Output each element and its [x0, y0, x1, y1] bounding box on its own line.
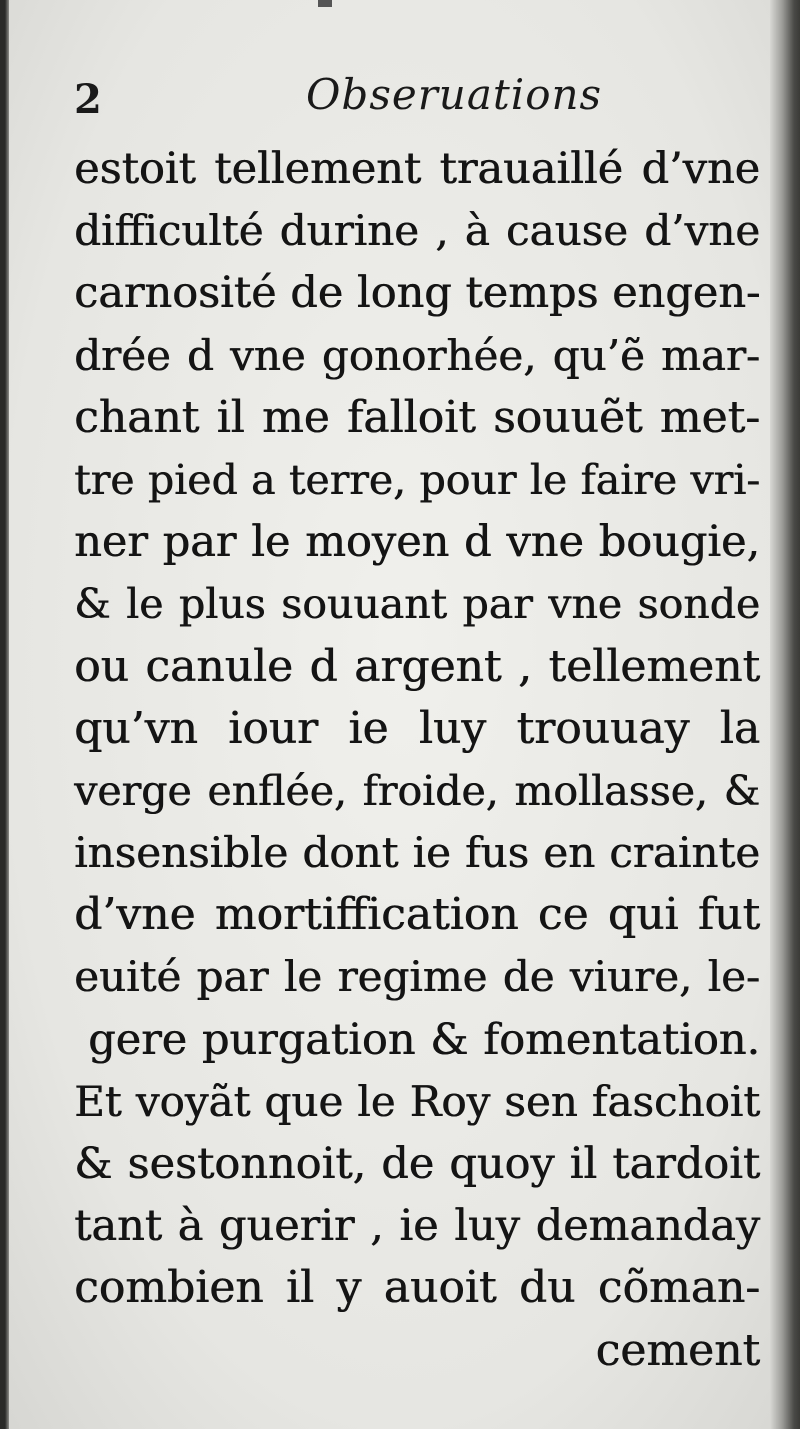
text-line: tre pied a terre, pour le faire vri- [74, 455, 760, 504]
body-text [74, 138, 760, 1382]
text-line: ou canule d argent , tellement [74, 640, 760, 692]
text-line: verge enflée, froide, mollasse, & [74, 766, 760, 815]
text-line: carnosité de long temps engen- [74, 268, 761, 319]
text-line: & le plus souuant par vne sonde [74, 580, 760, 629]
text-line: euité par le regime de viure, le- [74, 952, 760, 1002]
text-line: d’vne mortiffication ce qui fut [74, 889, 760, 941]
text-line: chant il me falloit souuẽt met- [74, 391, 760, 443]
text-line: drée d vne gonorhée, qu’ẽ mar- [74, 330, 760, 380]
text-line: estoit tellement trauaillé d’vne [74, 144, 760, 194]
running-head: Obseruations [306, 70, 603, 119]
page-number: 2 [74, 76, 102, 123]
text-line: qu’vn iour ie luy trouuay la [74, 702, 760, 754]
text-line: tant à guerir , ie luy demanday [74, 1201, 760, 1252]
text-line: insensible dont ie fus en crainte [74, 828, 760, 878]
page-left-edge [0, 0, 9, 1429]
page-header [0, 70, 800, 130]
catchword: cement [595, 1324, 760, 1376]
text-line: Et voyãt que le Roy sen faschoit [74, 1076, 760, 1126]
text-line: & sestonnoit, de quoy il tardoit [74, 1139, 760, 1189]
text-line: combien il y auoit du cõman- [74, 1262, 760, 1314]
text-line: ner par le moyen d vne bougie, [74, 517, 760, 568]
text-line: difficulté durine , à cause d’vne [74, 206, 760, 256]
text-line: gere purgation & fomentation. [88, 1014, 760, 1065]
page-right-edge [770, 0, 800, 1429]
top-edge-mark [318, 0, 332, 7]
